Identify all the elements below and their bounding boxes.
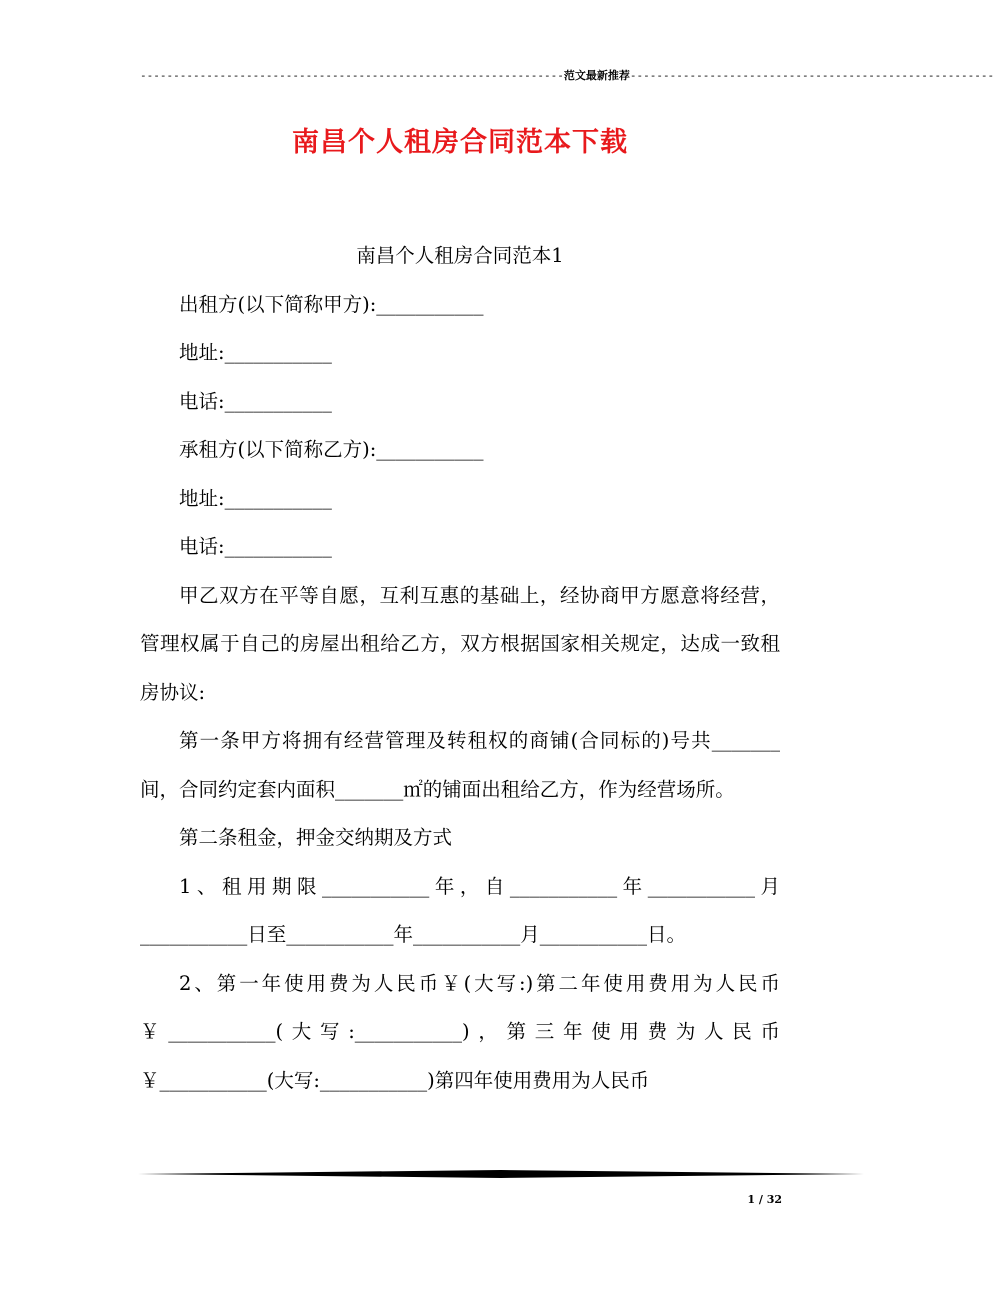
lessee-address-line: 地址:___________ <box>179 486 332 510</box>
usage-fee-paragraph: 2、第一年使用费为人民币￥(大写:)第二年使用费用为人民币￥___________(大写:___________)，第三年使用费为人民币￥___________(大写:___________)第四年使用费用为人民币 <box>140 971 780 1092</box>
lease-term-paragraph: 1、租用期限___________年，自___________年___________月___________日至___________年___________月___________日。 <box>140 874 780 946</box>
lessor-line: 出租方(以下简称甲方):___________ <box>179 292 484 316</box>
header-label: 范文最新推荐 <box>563 69 630 82</box>
page-header <box>140 68 994 84</box>
article-2-heading: 第二条租金，押金交纳期及方式 <box>179 826 453 849</box>
document-body <box>140 232 780 1105</box>
article-1-paragraph: 第一条甲方将拥有经营管理及转租权的商铺(合同标的)号共_______间，合同约定套内面积_______㎡的铺面出租给乙方，作为经营场所。 <box>140 729 780 801</box>
lessee-line: 承租方(以下简称乙方):___________ <box>179 438 484 461</box>
footer-divider <box>138 1169 864 1179</box>
lessor-phone-line: 电话:___________ <box>179 389 332 413</box>
header-right-rule: ------------------------------------------------------- <box>629 69 994 82</box>
lessee-phone-line: 电话:___________ <box>179 535 332 558</box>
document-title: 南昌个人租房合同范本下载 <box>292 127 628 158</box>
page-number: 1 / 32 <box>747 1193 782 1206</box>
lessor-address-line: 地址:___________ <box>179 341 332 364</box>
contract-heading: 南昌个人租房合同范本1 <box>356 244 564 267</box>
header-left-rule: ---------------------------------------------------------------- <box>140 69 564 82</box>
preamble-paragraph: 甲乙双方在平等自愿，互利互惠的基础上，经协商甲方愿意将经营，管理权属于自己的房屋出租给乙方，双方根据国家相关规定，达成一致租房协议: <box>140 583 780 704</box>
